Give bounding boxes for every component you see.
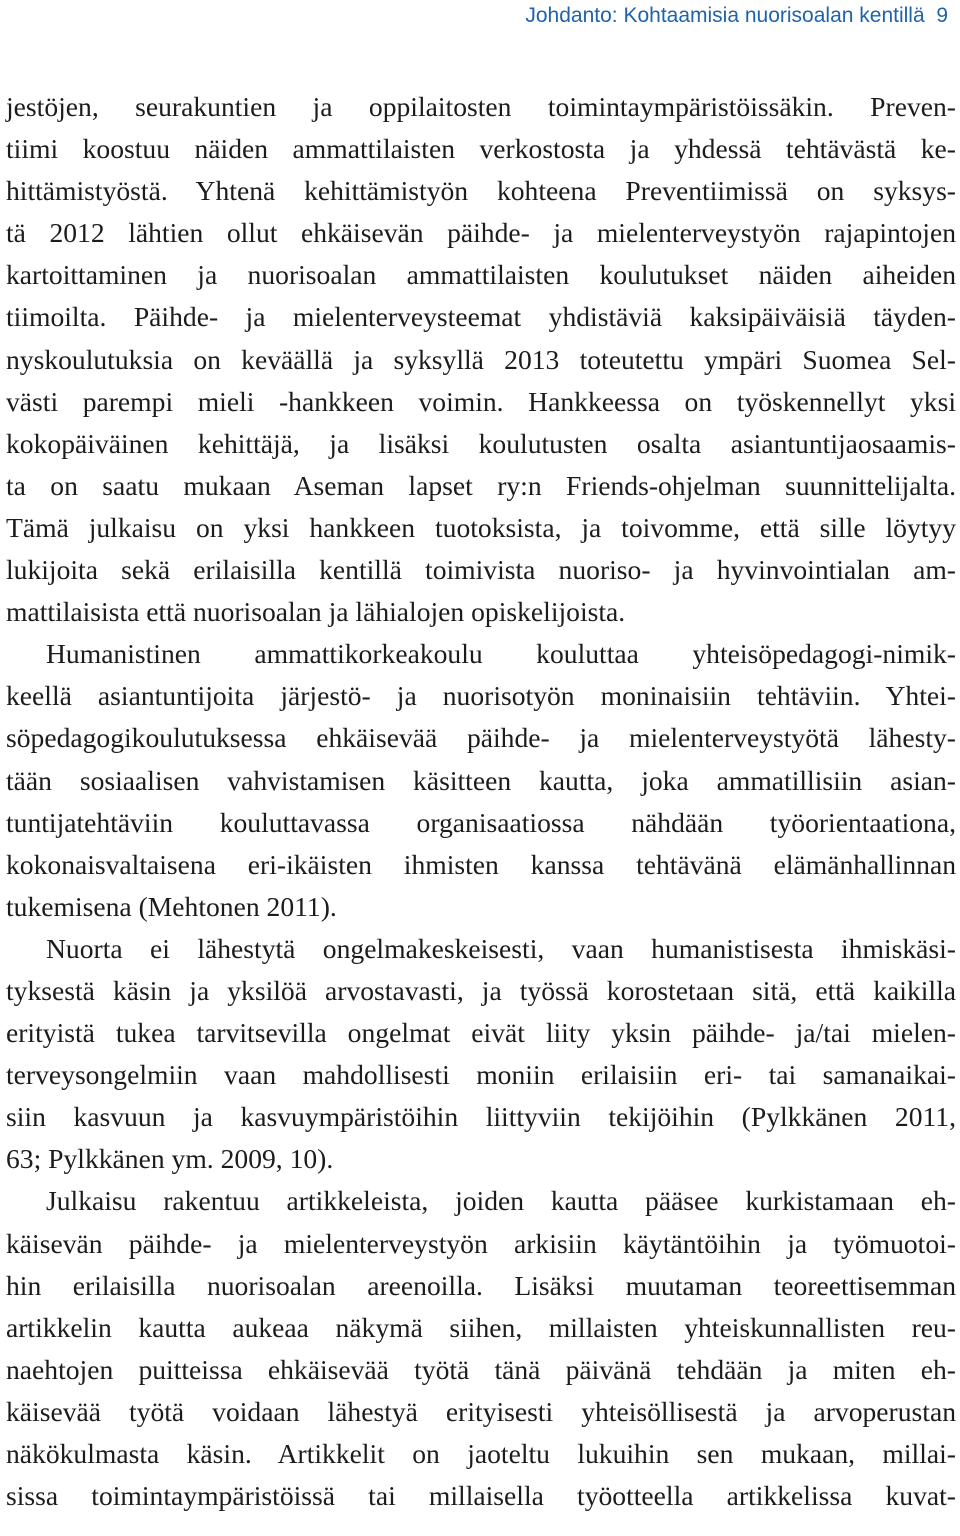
text-line: tukemisena (Mehtonen 2011). [6, 890, 337, 922]
text-line: tiimi koostuu näiden ammattilaisten verkostosta ja yhdessä tehtävästä ke- [6, 133, 956, 165]
text-line: Humanistinen ammattikorkeakoulu kouluttaa yhteisöpedagogi-nimik- [46, 638, 956, 670]
text-line: näkökulmasta käsin. Artikkelit on jaoteltu lukuihin sen mukaan, millai- [6, 1438, 956, 1469]
text-line: kartoittaminen ja nuorisoalan ammattilaisten koulutukset näiden aiheiden [6, 259, 956, 291]
text-line: hin erilaisilla nuorisoalan areenoilla. Lisäksi muutaman teoreettisemman [6, 1269, 956, 1301]
text-line: tuntijatehtäviin kouluttavassa organisaatiossa nähdään työorientaationa, [6, 806, 956, 838]
running-title: Johdanto: Kohtaamisia nuorisoalan kentillä [525, 4, 925, 27]
text-line: kokonaisvaltaisena eri-ikäisten ihmisten kanssa tehtävänä elämänhallinnan [6, 848, 956, 880]
text-line: nyskoulutuksia on keväällä ja syksyllä 2013 toteutettu ympäri Suomea Sel- [6, 343, 956, 375]
text-line: Julkaisu rakentuu artikkeleista, joiden kautta pääsee kurkistamaan eh- [46, 1185, 956, 1217]
text-line: terveysongelmiin vaan mahdollisesti moniin erilaisiin eri- tai samanaikai- [6, 1059, 956, 1091]
text-line: artikkelin kautta aukeaa näkymä siihen, millaisten yhteiskunnallisten reu- [6, 1311, 956, 1343]
text-line: Tämä julkaisu on yksi hankkeen tuotoksista, ja toivomme, että sille löytyy [6, 511, 956, 543]
text-line: ta on saatu mukaan Aseman lapset ry:n Friends-ohjelman suunnittelijalta. [6, 469, 956, 501]
text-line: Nuorta ei lähestytä ongelmakeskeisesti, vaan humanistisesta ihmiskäsi- [46, 932, 956, 964]
text-line: söpedagogikoulutuksessa ehkäisevää päihde- ja mielenterveystyötä lähesty- [6, 722, 956, 754]
text-line: tä 2012 lähtien ollut ehkäisevän päihde- ja mielenterveystyön rajapintojen [6, 217, 956, 249]
text-line: naehtojen puitteissa ehkäisevää työtä tänä päivänä tehdään ja miten eh- [6, 1353, 956, 1385]
text-line: tiimoilta. Päihde- ja mielenterveysteemat yhdistäviä kaksipäiväisiä täyden- [6, 301, 956, 333]
text-line: sissa toimintaympäristöissä tai millaisella työotteella artikkelissa kuvat- [6, 1480, 956, 1512]
text-line: hittämistyöstä. Yhtenä kehittämistyön kohteena Preventiimissä on syksys- [6, 175, 956, 207]
page-number: 9 [936, 4, 948, 27]
text-line: käisevää työtä voidaan lähestyä erityisesti yhteisöllisestä ja arvoperustan [6, 1395, 956, 1427]
text-line: tään sosiaalisen vahvistamisen käsitteen kautta, joka ammatillisiin asian- [6, 764, 956, 796]
text-line: tyksestä käsin ja yksilöä arvostavasti, ja työssä korostetaan sitä, että kaikilla [6, 974, 956, 1006]
text-line: käisevän päihde- ja mielenterveystyön arkisiin käytäntöihin ja työmuotoi- [6, 1227, 956, 1259]
running-header [525, 4, 948, 28]
text-line: västi parempi mieli -hankkeen voimin. Hankkeessa on työskennellyt yksi [6, 385, 956, 417]
text-line: keellä asiantuntijoita järjestö- ja nuorisotyön moninaisiin tehtäviin. Yhtei- [6, 680, 956, 712]
text-line: jestöjen, seurakuntien ja oppilaitosten toimintaympäristöissäkin. Preven- [6, 91, 956, 122]
text-line: mattilaisista että nuorisoalan ja lähialojen opiskelijoista. [6, 596, 626, 628]
text-line: lukijoita sekä erilaisilla kentillä toimivista nuoriso- ja hyvinvointialan am- [6, 554, 956, 586]
body-text [6, 86, 956, 1517]
text-line: 63; Pylkkänen ym. 2009, 10). [6, 1143, 334, 1175]
text-line: siin kasvuun ja kasvuympäristöihin liittyviin tekijöihin (Pylkkänen 2011, [6, 1101, 956, 1133]
text-line: erityistä tukea tarvitsevilla ongelmat eivät liity yksin päihde- ja/tai mielen- [6, 1017, 956, 1049]
text-line: kokopäiväinen kehittäjä, ja lisäksi koulutusten osalta asiantuntijaosaamis- [6, 427, 956, 459]
